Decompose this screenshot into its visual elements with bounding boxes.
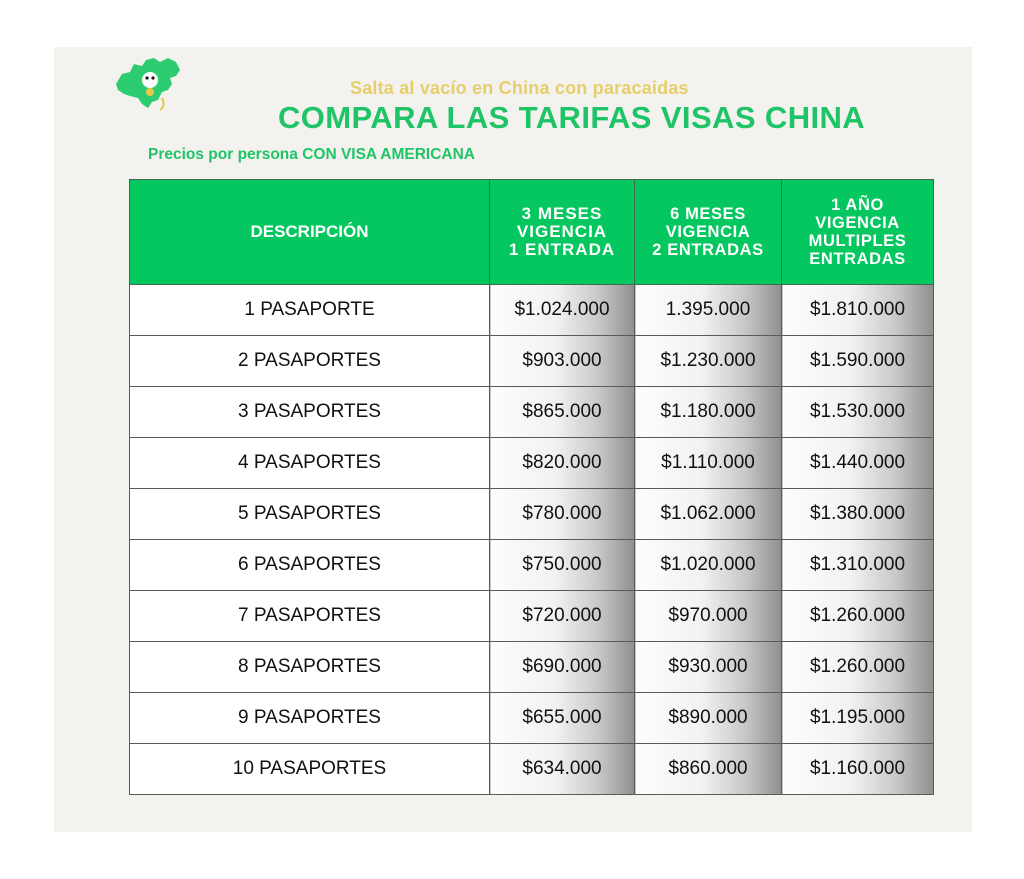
header-description: DESCRIPCIÓN (130, 180, 490, 285)
price-1-year: $1.260.000 (782, 642, 934, 693)
table-row (130, 336, 934, 387)
price-3-months: $780.000 (490, 489, 635, 540)
table-row (130, 438, 934, 489)
row-description: 4 PASAPORTES (130, 438, 490, 489)
row-description: 5 PASAPORTES (130, 489, 490, 540)
price-1-year: $1.590.000 (782, 336, 934, 387)
table-row (130, 387, 934, 438)
price-1-year: $1.260.000 (782, 591, 934, 642)
price-1-year: $1.160.000 (782, 744, 934, 795)
price-note: Precios por persona CON VISA AMERICANA (148, 146, 475, 163)
price-6-months: $930.000 (635, 642, 782, 693)
price-6-months: 1.395.000 (635, 285, 782, 336)
table-row (130, 744, 934, 795)
price-3-months: $720.000 (490, 591, 635, 642)
price-1-year: $1.530.000 (782, 387, 934, 438)
china-map-logo-icon (112, 54, 184, 112)
price-6-months: $1.230.000 (635, 336, 782, 387)
price-6-months: $1.180.000 (635, 387, 782, 438)
price-6-months: $860.000 (635, 744, 782, 795)
price-3-months: $634.000 (490, 744, 635, 795)
header-1-year: 1 AÑO VIGENCIA MULTIPLES ENTRADAS (782, 180, 934, 285)
price-6-months: $1.020.000 (635, 540, 782, 591)
page-title: COMPARA LAS TARIFAS VISAS CHINA (278, 100, 866, 135)
table-row (130, 693, 934, 744)
table-row (130, 591, 934, 642)
price-6-months: $1.062.000 (635, 489, 782, 540)
row-description: 6 PASAPORTES (130, 540, 490, 591)
row-description: 2 PASAPORTES (130, 336, 490, 387)
row-description: 3 PASAPORTES (130, 387, 490, 438)
row-description: 1 PASAPORTE (130, 285, 490, 336)
table-row (130, 540, 934, 591)
price-1-year: $1.310.000 (782, 540, 934, 591)
row-description: 8 PASAPORTES (130, 642, 490, 693)
row-description: 9 PASAPORTES (130, 693, 490, 744)
subtitle: Salta al vacío en China con paracaidas (350, 78, 689, 98)
price-3-months: $820.000 (490, 438, 635, 489)
price-3-months: $690.000 (490, 642, 635, 693)
row-description: 7 PASAPORTES (130, 591, 490, 642)
price-3-months: $655.000 (490, 693, 635, 744)
price-1-year: $1.440.000 (782, 438, 934, 489)
tariff-table (129, 179, 934, 795)
price-6-months: $890.000 (635, 693, 782, 744)
price-1-year: $1.195.000 (782, 693, 934, 744)
row-description: 10 PASAPORTES (130, 744, 490, 795)
price-1-year: $1.380.000 (782, 489, 934, 540)
price-3-months: $1.024.000 (490, 285, 635, 336)
table-header-row (130, 180, 934, 285)
price-3-months: $750.000 (490, 540, 635, 591)
price-3-months: $865.000 (490, 387, 635, 438)
header-6-months: 6 MESES VIGENCIA 2 ENTRADAS (635, 180, 782, 285)
table-row (130, 489, 934, 540)
header-3-months: 3 MESES VIGENCIA 1 ENTRADA (490, 180, 635, 285)
price-6-months: $1.110.000 (635, 438, 782, 489)
table-row (130, 285, 934, 336)
table-row (130, 642, 934, 693)
price-6-months: $970.000 (635, 591, 782, 642)
price-3-months: $903.000 (490, 336, 635, 387)
price-1-year: $1.810.000 (782, 285, 934, 336)
